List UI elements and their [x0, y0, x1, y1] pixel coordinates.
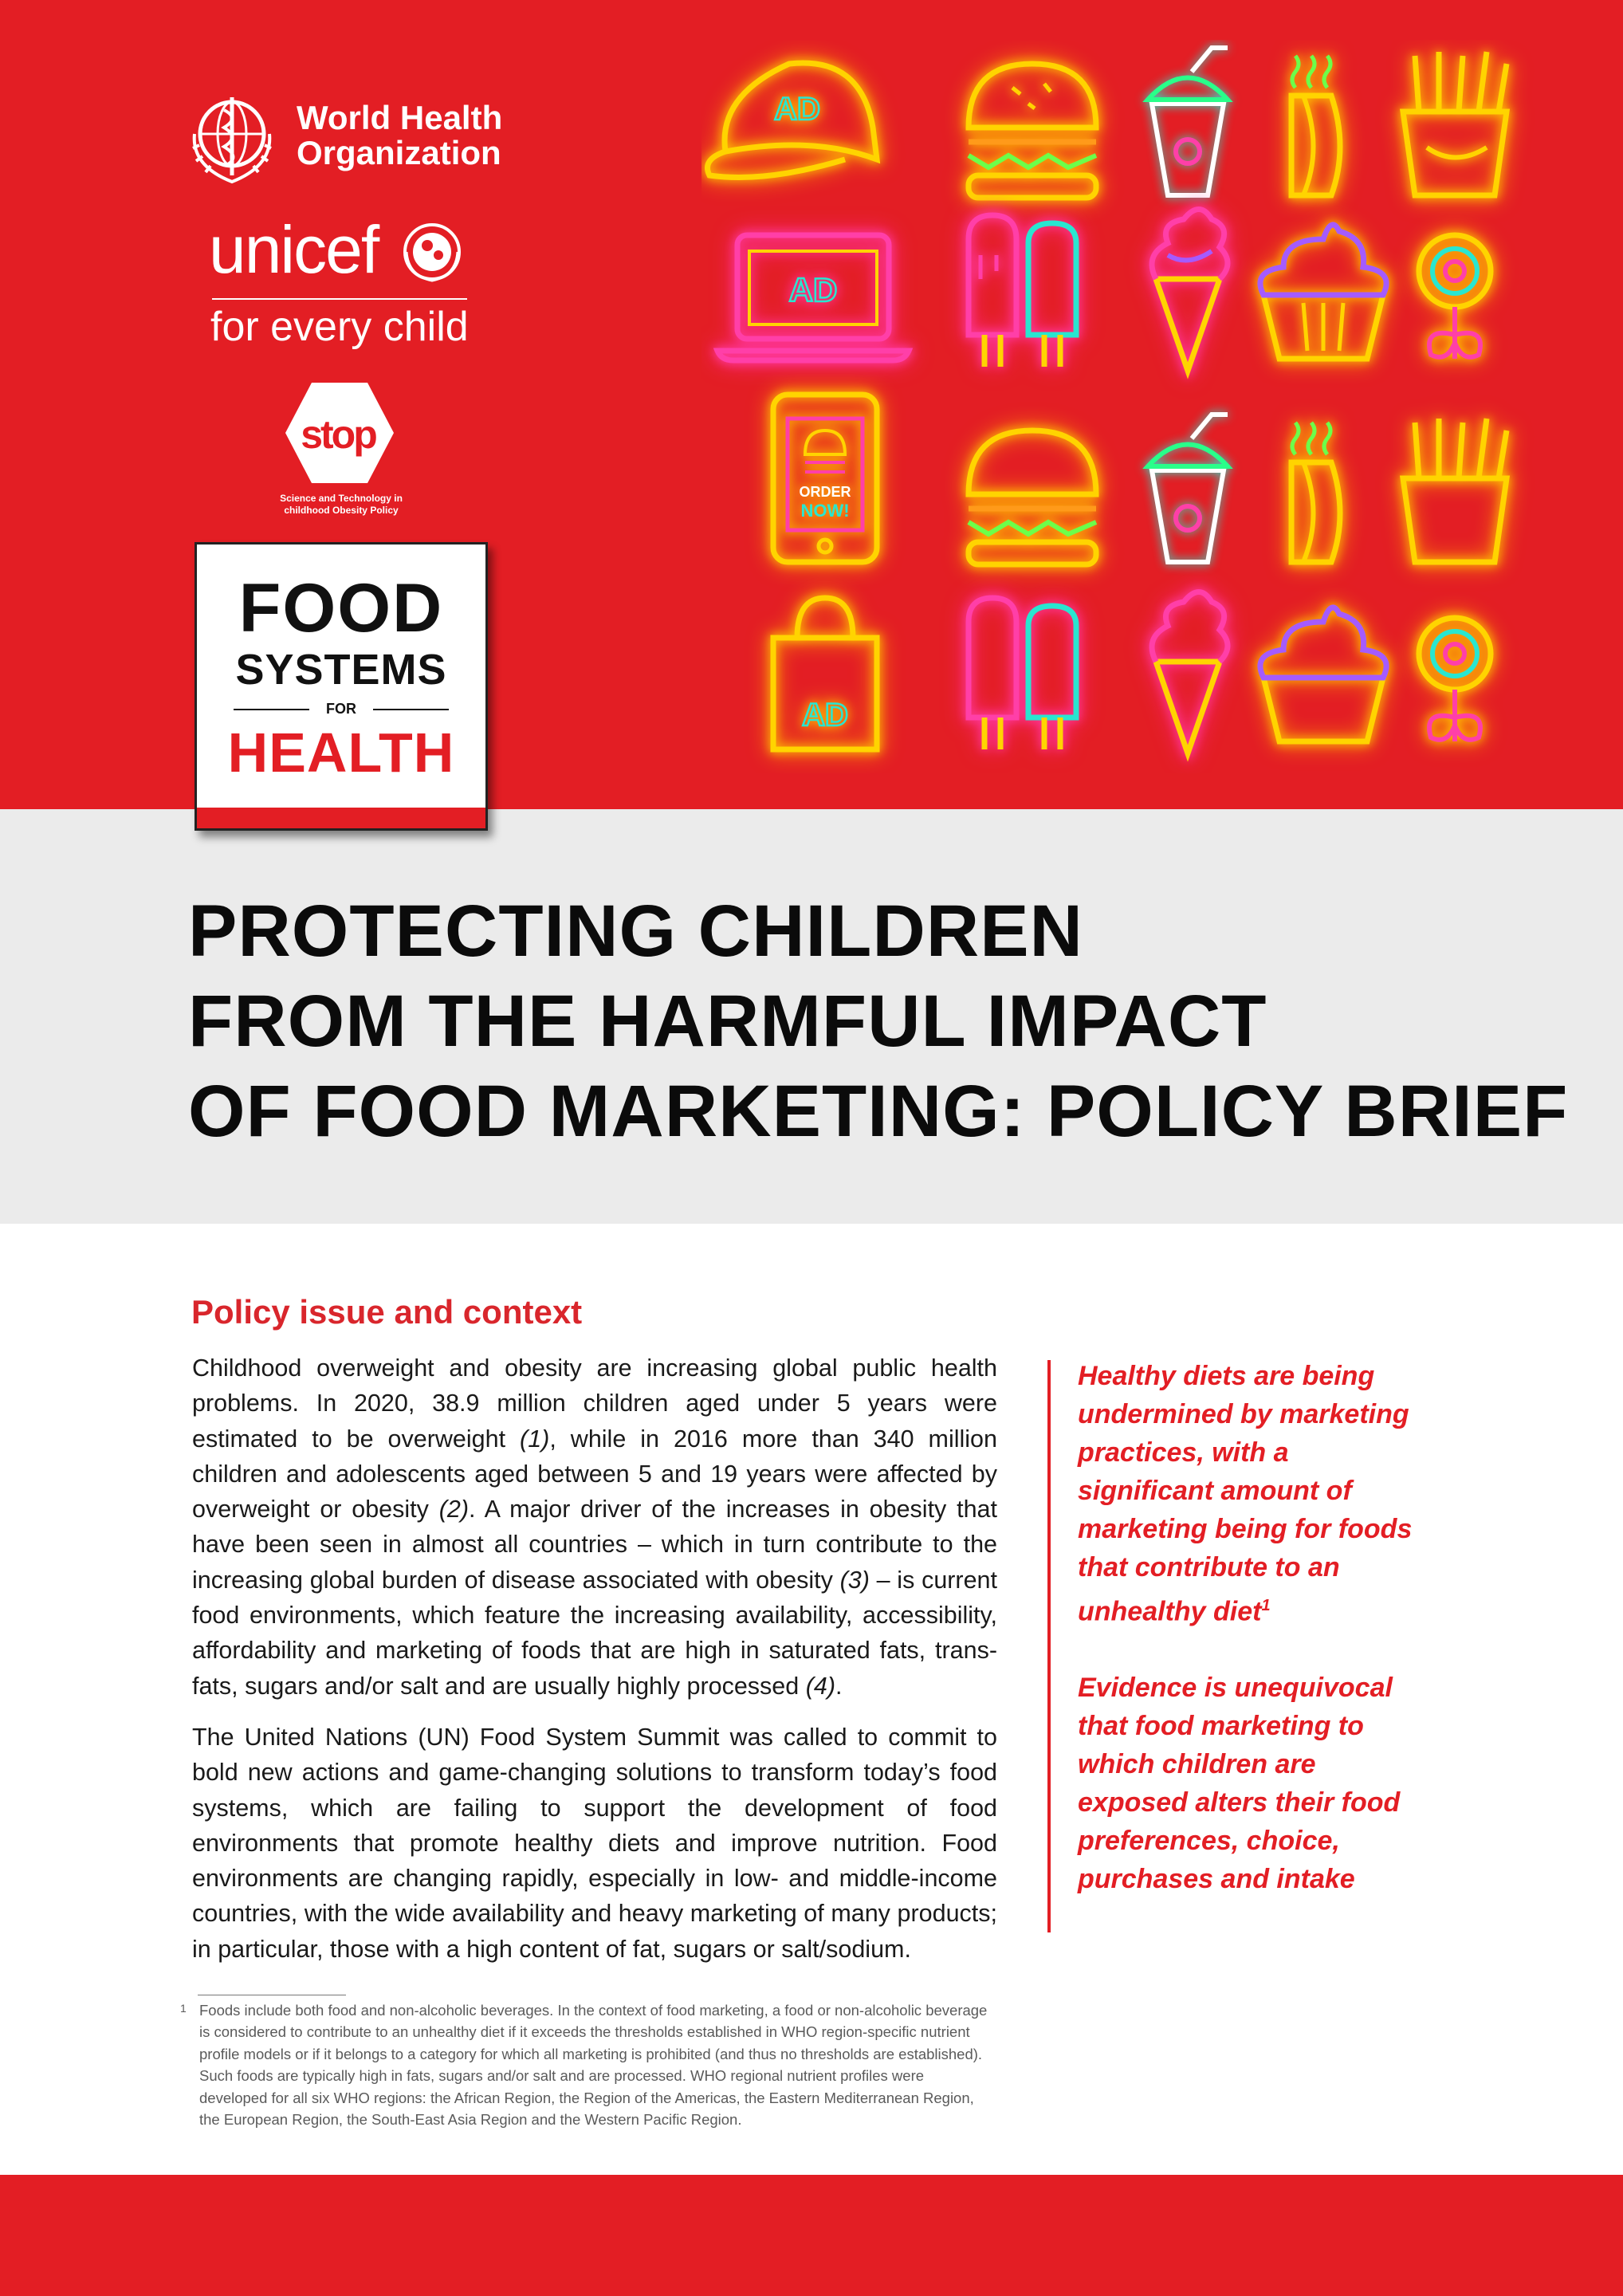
- footnote: [180, 1999, 988, 2130]
- citation-2[interactable]: (2): [438, 1496, 469, 1523]
- footnote-ref[interactable]: 1: [1261, 1597, 1271, 1614]
- cupcake-icon-2: [1260, 607, 1386, 741]
- stop-subtitle: [253, 493, 429, 517]
- burrito-icon-2: [1291, 423, 1340, 562]
- citation-4[interactable]: (4): [805, 1672, 835, 1700]
- body-text: [192, 1350, 997, 1983]
- bag-ad-label: AD: [802, 698, 848, 733]
- unicef-divider: [212, 298, 467, 300]
- who-line1: World Health: [297, 99, 503, 136]
- pullquote-2: Evidence is unequivocal that food marketing to which children are exposed alters their food preferences, choice, purchases and intake: [1078, 1673, 1401, 1895]
- badge-red-bar: [197, 808, 485, 828]
- document-title: [188, 887, 1568, 1157]
- popsicles-icon: [969, 215, 1076, 367]
- who-wordmark: [297, 100, 502, 171]
- stop-hexagon-icon: [284, 381, 395, 485]
- stop-word: stop: [301, 412, 375, 457]
- ice-cream-cone-icon-2: [1152, 592, 1228, 754]
- food-systems-for-health-badge: [195, 542, 488, 831]
- soda-cup-icon: [1148, 48, 1228, 195]
- popsicles-icon-2: [969, 598, 1076, 749]
- badge-health: HEALTH: [227, 721, 455, 784]
- unicef-tagline: for every child: [210, 304, 469, 350]
- para1-part-e: .: [835, 1672, 843, 1700]
- para1-part-b: , while in 2016 more than 340 million children and adolescents aged between 5 and 19 years were affected by overweight or obesity: [192, 1425, 997, 1523]
- stop-sub-line1: Science and Technology in: [280, 493, 403, 504]
- cap-ad-label: AD: [774, 92, 820, 127]
- pullquote-rule: [1047, 1360, 1051, 1932]
- para1-part-d: – is current food environments, which feature the increasing availability, accessibility, affordability and marketing of foods that are high in saturated fats, trans-fats, sugars and/or salt and are usually highly processed: [192, 1566, 997, 1700]
- shopping-bag-ad-icon: [773, 598, 877, 749]
- bottom-red-bar: [0, 2175, 1623, 2296]
- phone-now-label: NOW!: [800, 501, 850, 521]
- unicef-logo[interactable]: [209, 214, 472, 357]
- ice-cream-cone-icon: [1152, 210, 1228, 372]
- soda-cup-icon-2: [1148, 415, 1228, 562]
- paragraph-2: The United Nations (UN) Food System Summit was called to commit to bold new actions and game-changing solutions to transform today’s food systems, which are failing to support the development of food environments that promote healthy diets and improve nutrition. Food environments are changing rapidly, especially in low- and middle-income countries, with the wide availability and heavy marketing of many products; in particular, those with a high content of fat, sugars or salt/sodium.: [192, 1723, 997, 1963]
- pullquote-1: [1078, 1357, 1428, 1630]
- badge-systems: SYSTEMS: [235, 646, 447, 694]
- paragraph-1: [192, 1350, 997, 1704]
- lollipop-icon-2: [1419, 618, 1491, 741]
- who-line2: Organization: [297, 134, 501, 171]
- badge-for: FOR: [234, 701, 449, 717]
- laptop-ad-label: AD: [788, 271, 838, 309]
- burrito-icon: [1291, 56, 1340, 195]
- footnote-mark: 1: [180, 2002, 187, 2015]
- title-line-3: OF FOOD MARKETING: POLICY BRIEF: [188, 1071, 1569, 1152]
- phone-order-label: ORDER: [799, 484, 851, 500]
- para1-part-a: Childhood overweight and obesity are increasing global public health problems. In 2020, 38.9 million children aged under 5 years were estimated to be overweight: [192, 1354, 997, 1453]
- pullquote: [1078, 1357, 1428, 1936]
- phone-order-icon: [773, 395, 877, 562]
- fries-icon: [1403, 52, 1507, 195]
- title-line-1: PROTECTING CHILDREN: [188, 890, 1083, 972]
- laptop-ad-icon: [717, 235, 909, 360]
- cupcake-icon: [1260, 225, 1386, 359]
- section-heading: Policy issue and context: [191, 1293, 583, 1331]
- neon-food-marketing-illustration: [701, 40, 1602, 773]
- fries-icon-2: [1403, 419, 1507, 562]
- stop-logo[interactable]: [253, 381, 429, 525]
- citation-3[interactable]: (3): [839, 1566, 870, 1594]
- who-logo[interactable]: [180, 86, 515, 190]
- cap-ad-icon: [708, 63, 878, 178]
- who-emblem-icon: [180, 86, 284, 190]
- burger-icon-2: [969, 431, 1096, 564]
- footnote-text: Foods include both food and non-alcoholic beverages. In the context of food marketing, a food or non-alcoholic beverage is considered to contribute to an unhealthy diet if it exceeds the thresholds established in WHO region-specific nutrient profile models or if it belongs to a category for which all marketing is prohibited (and thus no thresholds are established). Such foods are typically high in fats, sugars and/or salt and are processed. WHO regional nutrient profiles were developed for all six WHO regions: the African Region, the Region of the Americas, the Eastern Mediterranean Region, the European Region, the South-East Asia Region and the Western Pacific Region.: [199, 2002, 988, 2129]
- unicef-wordmark: unicef: [209, 212, 379, 287]
- para1-part-c: . A major driver of the increases in obesity that have been seen in almost all countries – which in turn contribute to the increasing global burden of disease associated with obesity: [192, 1496, 997, 1594]
- unicef-emblem-icon: [400, 220, 464, 284]
- stop-sub-line2: childhood Obesity Policy: [284, 505, 399, 516]
- pullquote-1-text: Healthy diets are being undermined by marketing practices, with a significant amount of marketing being for foods that contribute to an unhealthy diet: [1078, 1361, 1413, 1627]
- burger-icon: [969, 64, 1096, 198]
- lollipop-icon: [1419, 235, 1491, 359]
- citation-1[interactable]: (1): [520, 1425, 550, 1453]
- badge-food: FOOD: [238, 570, 444, 647]
- title-line-2: FROM THE HARMFUL IMPACT: [188, 981, 1267, 1062]
